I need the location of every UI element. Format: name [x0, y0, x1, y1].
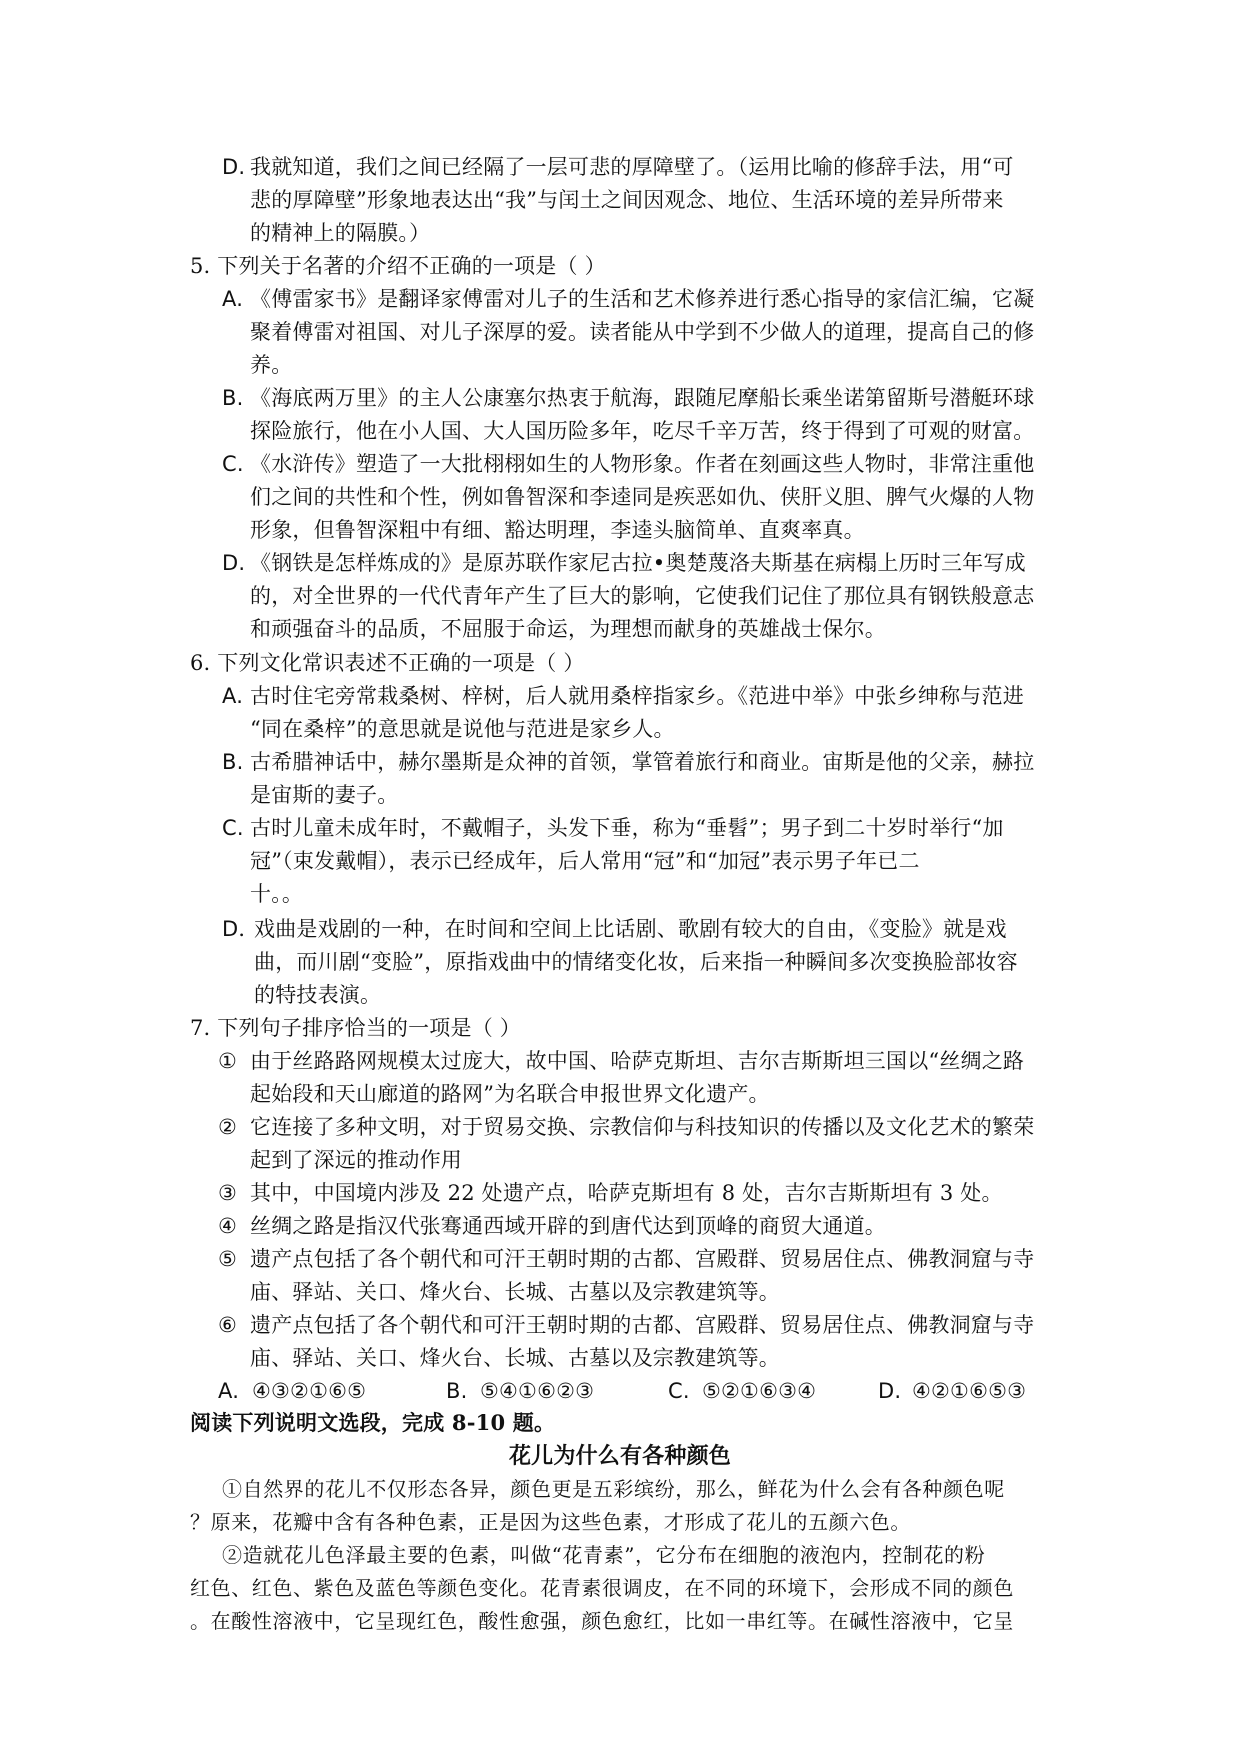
item-label: ④: [218, 1214, 238, 1238]
choice-text: ⑤④①⑥②③: [480, 1379, 595, 1403]
option-text: 是宙斯的妻子。: [250, 783, 399, 807]
question-7-stem: 7. 下列句子排序恰当的一项是（ ）: [190, 1016, 521, 1040]
item-label: ①: [218, 1049, 238, 1073]
option-label: D.: [222, 551, 246, 575]
q7-choice-b: [446, 1376, 594, 1406]
option-label: B.: [222, 750, 244, 774]
item-label: ③: [218, 1181, 238, 1205]
item-label: ⑤: [218, 1247, 238, 1271]
item-text: 由于丝路路网规模太过庞大，故中国、哈萨克斯坦、吉尔吉斯斯坦三国以“丝绸之路: [250, 1049, 1025, 1073]
passage-line: ①自然界的花儿不仅形态各异，颜色更是五彩缤纷，那么，鲜花为什么会有各种颜色呢: [222, 1477, 1005, 1501]
choice-label: D.: [878, 1379, 902, 1403]
option-text: 古时儿童未成年时，不戴帽子，头发下垂，称为“垂髫”；男子到二十岁时举行“加: [250, 816, 1004, 840]
option-text: 《海底两万里》的主人公康塞尔热衷于航海，跟随尼摩船长乘坐诺第留斯号潜艇环球: [250, 386, 1035, 410]
q5-option-b: [222, 383, 1034, 413]
option-label: B.: [222, 386, 244, 410]
choice-text: ④③②①⑥⑤: [252, 1379, 367, 1403]
option-text: 戏曲是戏剧的一种，在时间和空间上比话剧、歌剧有较大的自由，《变脸》就是戏: [254, 917, 1007, 941]
passage-line: 红色、红色、紫色及蓝色等颜色变化。花青素很调皮，在不同的环境下，会形成不同的颜色: [190, 1576, 1014, 1600]
q5-option-d: [222, 548, 1026, 578]
q7-choice-c: [668, 1376, 816, 1406]
item-text: 丝绸之路是指汉代张骞通西域开辟的到唐代达到顶峰的商贸大通道。: [250, 1214, 886, 1238]
option-text: 古希腊神话中，赫尔墨斯是众神的首领，掌管着旅行和商业。宙斯是他的父亲，赫拉: [250, 750, 1035, 774]
passage-title: 花儿为什么有各种颜色: [508, 1443, 731, 1469]
option-text: 和顽强奋斗的品质，不屈服于命运，为理想而献身的英雄战士保尔。: [250, 617, 886, 641]
q7-item: [218, 1244, 1034, 1274]
q6-option-b: [222, 747, 1034, 777]
option-text: “同在桑梓”的意思就是说他与范进是家乡人。: [250, 717, 675, 741]
option-label: C.: [222, 452, 244, 476]
choice-text: ④②①⑥⑤③: [912, 1379, 1027, 1403]
option-text: 《水浒传》塑造了一大批栩栩如生的人物形象。作者在刻画这些人物时，非常注重他: [250, 452, 1035, 476]
item-text: 庙、驿站、关口、烽火台、长城、古墓以及宗教建筑等。: [250, 1280, 780, 1304]
option-text: 我就知道，我们之间已经隔了一层可悲的厚障壁了。（运用比喻的修辞手法，用“可: [250, 155, 1014, 179]
option-text: 养。: [250, 353, 293, 377]
item-text: 起到了深远的推动作用: [250, 1148, 462, 1172]
q5-option-a: [222, 284, 1034, 314]
option-text: 探险旅行，他在小人国、大人国历险多年，吃尽千辛万苦，终于得到了可观的财富。: [250, 419, 1035, 443]
option-text: 十。。: [250, 882, 304, 906]
option-text: 们之间的共性和个性，例如鲁智深和李逵同是疾恶如仇、侠肝义胆、脾气火爆的人物: [250, 485, 1035, 509]
q7-item: [218, 1310, 1034, 1340]
option-text: 形象，但鲁智深粗中有细、豁达明理，李逵头脑简单、直爽率真。: [250, 518, 865, 542]
reading-instruction: 阅读下列说明文选段，完成 8-10 题。: [190, 1410, 556, 1435]
option-text: 冠”（束发戴帽），表示已经成年，后人常用“冠”和“加冠”表示男子年已二: [250, 849, 920, 873]
option-text: 的，对全世界的一代代青年产生了巨大的影响，它使我们记住了那位具有钢铁般意志: [250, 584, 1035, 608]
passage-line: ？原来，花瓣中含有各种色素，正是因为这些色素，才形成了花儿的五颜六色。: [190, 1510, 911, 1534]
option-label: A.: [222, 287, 244, 311]
q5-option-c: [222, 449, 1034, 479]
q7-choice-a: [218, 1376, 366, 1406]
option-text: 的特技表演。: [254, 983, 382, 1007]
option-label: D.: [222, 155, 246, 179]
item-text: 其中，中国境内涉及 22 处遗产点，哈萨克斯坦有 8 处，吉尔吉斯斯坦有 3 处。: [250, 1181, 1003, 1205]
option-text: 悲的厚障壁”形象地表达出“我”与闰土之间因观念、地位、生活环境的差异所带来: [250, 188, 1004, 212]
q6-option-d: [222, 914, 1007, 944]
choice-text: ⑤②①⑥③④: [702, 1379, 817, 1403]
q7-item: [218, 1112, 1034, 1142]
q6-option-c: [222, 813, 1004, 843]
choice-label: B.: [446, 1379, 468, 1403]
q6-option-a: [222, 681, 1024, 711]
q7-item: [218, 1178, 1003, 1208]
option-text: 曲，而川剧“变脸”，原指戏曲中的情绪变化妆，后来指一种瞬间多次变换脸部妆容: [254, 950, 1018, 974]
question-5-stem: 5. 下列关于名著的介绍不正确的一项是（ ）: [190, 254, 606, 278]
item-text: 庙、驿站、关口、烽火台、长城、古墓以及宗教建筑等。: [250, 1346, 780, 1370]
option-text: 古时住宅旁常栽桑树、梓树，后人就用桑梓指家乡。《范进中举》中张乡绅称与范进: [250, 684, 1024, 708]
option-label: C.: [222, 816, 244, 840]
q4-option-d: [222, 152, 1014, 182]
item-text: 起始段和天山廊道的路网”为名联合申报世界文化遗产。: [250, 1082, 770, 1106]
item-label: ②: [218, 1115, 238, 1139]
item-text: 遗产点包括了各个朝代和可汗王朝时期的古都、宫殿群、贸易居住点、佛教洞窟与寺: [250, 1247, 1035, 1271]
q7-choice-d: [878, 1376, 1026, 1406]
option-text: 《钢铁是怎样炼成的》是原苏联作家尼古拉•奥楚蔑洛夫斯基在病榻上历时三年写成: [250, 551, 1026, 575]
q7-item: [218, 1211, 886, 1241]
question-6-stem: 6. 下列文化常识表述不正确的一项是（ ）: [190, 651, 585, 675]
option-label: A.: [222, 684, 244, 708]
item-text: 它连接了多种文明，对于贸易交换、宗教信仰与科技知识的传播以及文化艺术的繁荣: [250, 1115, 1035, 1139]
q7-item: [218, 1046, 1024, 1076]
option-text: 《傅雷家书》是翻译家傅雷对儿子的生活和艺术修养进行悉心指导的家信汇编，它凝: [250, 287, 1035, 311]
passage-line: ②造就花儿色泽最主要的色素，叫做“花青素”，它分布在细胞的液泡内，控制花的粉: [222, 1543, 986, 1567]
choice-label: C.: [668, 1379, 690, 1403]
option-label: D．: [222, 917, 260, 941]
option-text: 的精神上的隔膜。）: [250, 221, 431, 245]
item-label: ⑥: [218, 1313, 238, 1337]
passage-line: 。在酸性溶液中，它呈现红色，酸性愈强，颜色愈红，比如一串红等。在碱性溶液中，它呈: [190, 1609, 1014, 1633]
item-text: 遗产点包括了各个朝代和可汗王朝时期的古都、宫殿群、贸易居住点、佛教洞窟与寺: [250, 1313, 1035, 1337]
option-text: 聚着傅雷对祖国、对儿子深厚的爱。读者能从中学到不少做人的道理，提高自己的修: [250, 320, 1035, 344]
choice-label: A.: [218, 1379, 240, 1403]
